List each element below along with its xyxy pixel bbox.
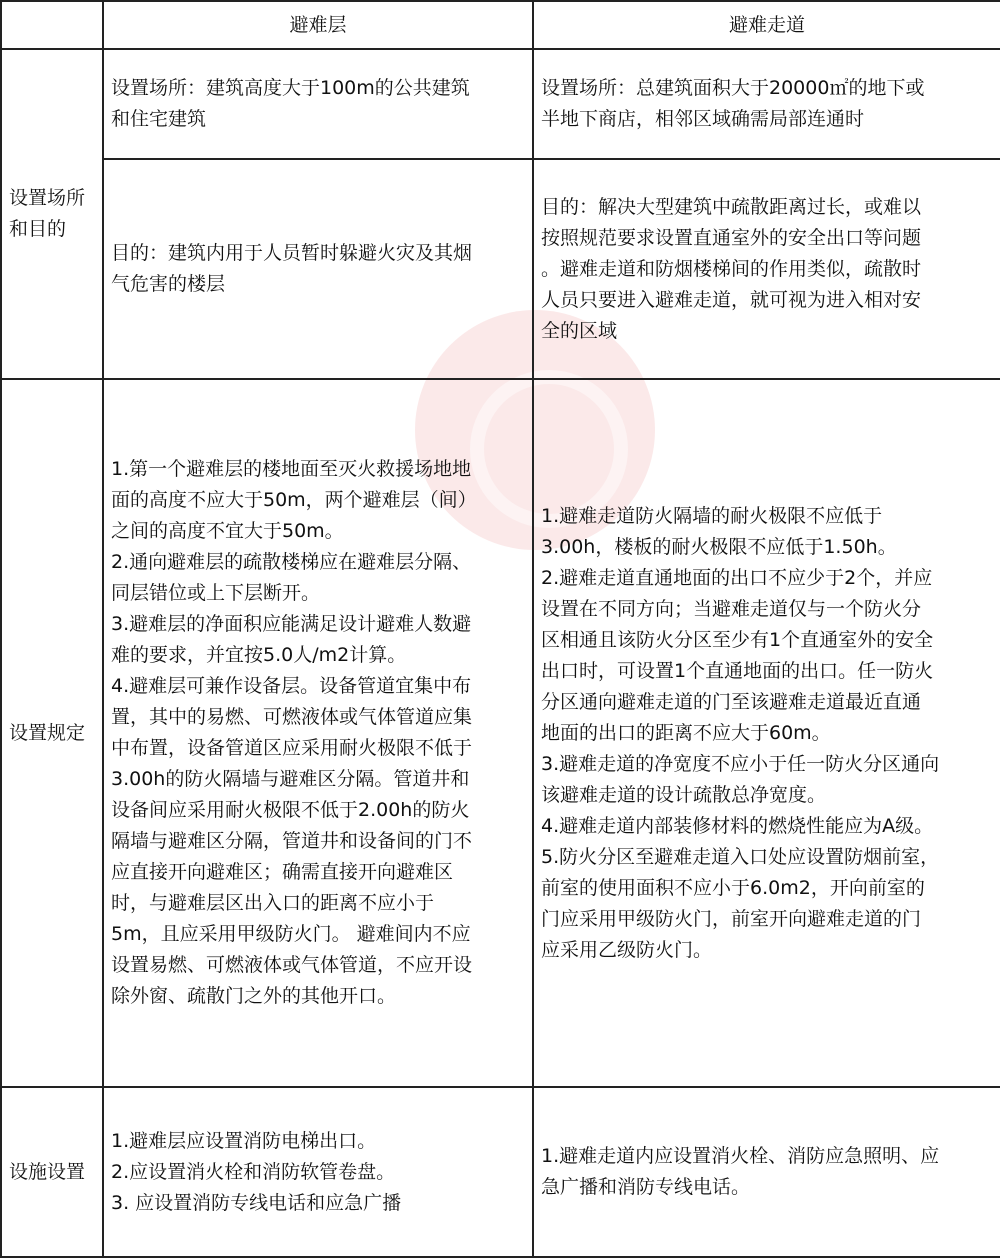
table-row [1, 1087, 1000, 1257]
header-row [1, 1, 1000, 49]
row-label-facilities: 设施设置 [1, 1087, 103, 1257]
row-label-regulations: 设置规定 [1, 379, 103, 1087]
cell-refuge-floor-purpose: 目的：建筑内用于人员暂时躲避火灾及其烟 气危害的楼层 [103, 159, 533, 379]
header-refuge-corridor: 避难走道 [533, 1, 1000, 49]
cell-refuge-floor-facilities: 1.避难层应设置消防电梯出口。 2.应设置消火栓和消防软管卷盘。 3. 应设置消防专线电话和应急广播 [103, 1087, 533, 1257]
table-row [1, 49, 1000, 159]
cell-refuge-corridor-purpose: 目的：解决大型建筑中疏散距离过长，或难以 按照规范要求设置直通室外的安全出口等问题 。避难走道和防烟楼梯间的作用类似，疏散时 人员只要进入避难走道，就可视为进入相对安 全的区域 [533, 159, 1000, 379]
cell-refuge-corridor-location: 设置场所：总建筑面积大于20000㎡的地下或 半地下商店，相邻区域确需局部连通时 [533, 49, 1000, 159]
cell-refuge-corridor-facilities: 1.避难走道内应设置消火栓、消防应急照明、应 急广播和消防专线电话。 [533, 1087, 1000, 1257]
row-label-location-purpose: 设置场所 和目的 [1, 49, 103, 379]
header-corner-cell [1, 1, 103, 49]
header-refuge-floor: 避难层 [103, 1, 533, 49]
table-row [1, 159, 1000, 379]
cell-refuge-floor-regulations: 1.第一个避难层的楼地面至灭火救援场地地 面的高度不应大于50m，两个避难层（间） 之间的高度不宜大于50m。 2.通向避难层的疏散楼梯应在避难层分隔、 同层错位或上下层断开。 3.避难层的净面积应能满足设计避难人数避 难的要求，并宜按5.0人/m2计算。 4.避难层可兼作设备层。设备管道宜集中布 置，其中的易燃、可燃液体或气体管道应集 中布置，设备管道区应采用耐火极限不低于 3.00h的防火隔墙与避难区分隔。管道井和 设备间应采用耐火极限不低于2.00h的防火 隔墙与避难区分隔，管道井和设备间的门不 应直接开向避难区；确需直接开向避难区 时，与避难层区出入口的距离不应小于 5m，且应采用甲级防火门。 避难间内不应 设置易燃、可燃液体或气体管道，不应开设 除外窗、疏散门之外的其他开口。 [103, 379, 533, 1087]
table-row [1, 379, 1000, 1087]
cell-refuge-corridor-regulations: 1.避难走道防火隔墙的耐火极限不应低于 3.00h，楼板的耐火极限不应低于1.50h。 2.避难走道直通地面的出口不应少于2个，并应 设置在不同方向；当避难走道仅与一个防火分 区相通且该防火分区至少有1个直通室外的安全 出口时，可设置1个直通地面的出口。任一防火 分区通向避难走道的门至该避难走道最近直通 地面的出口的距离不应大于60m。 3.避难走道的净宽度不应小于任一防火分区通向 该避难走道的设计疏散总净宽度。 4.避难走道内部装修材料的燃烧性能应为A级。 5.防火分区至避难走道入口处应设置防烟前室， 前室的使用面积不应小于6.0m2，开向前室的 门应采用甲级防火门，前室开向避难走道的门 应采用乙级防火门。 [533, 379, 1000, 1087]
cell-refuge-floor-location: 设置场所：建筑高度大于100m的公共建筑 和住宅建筑 [103, 49, 533, 159]
